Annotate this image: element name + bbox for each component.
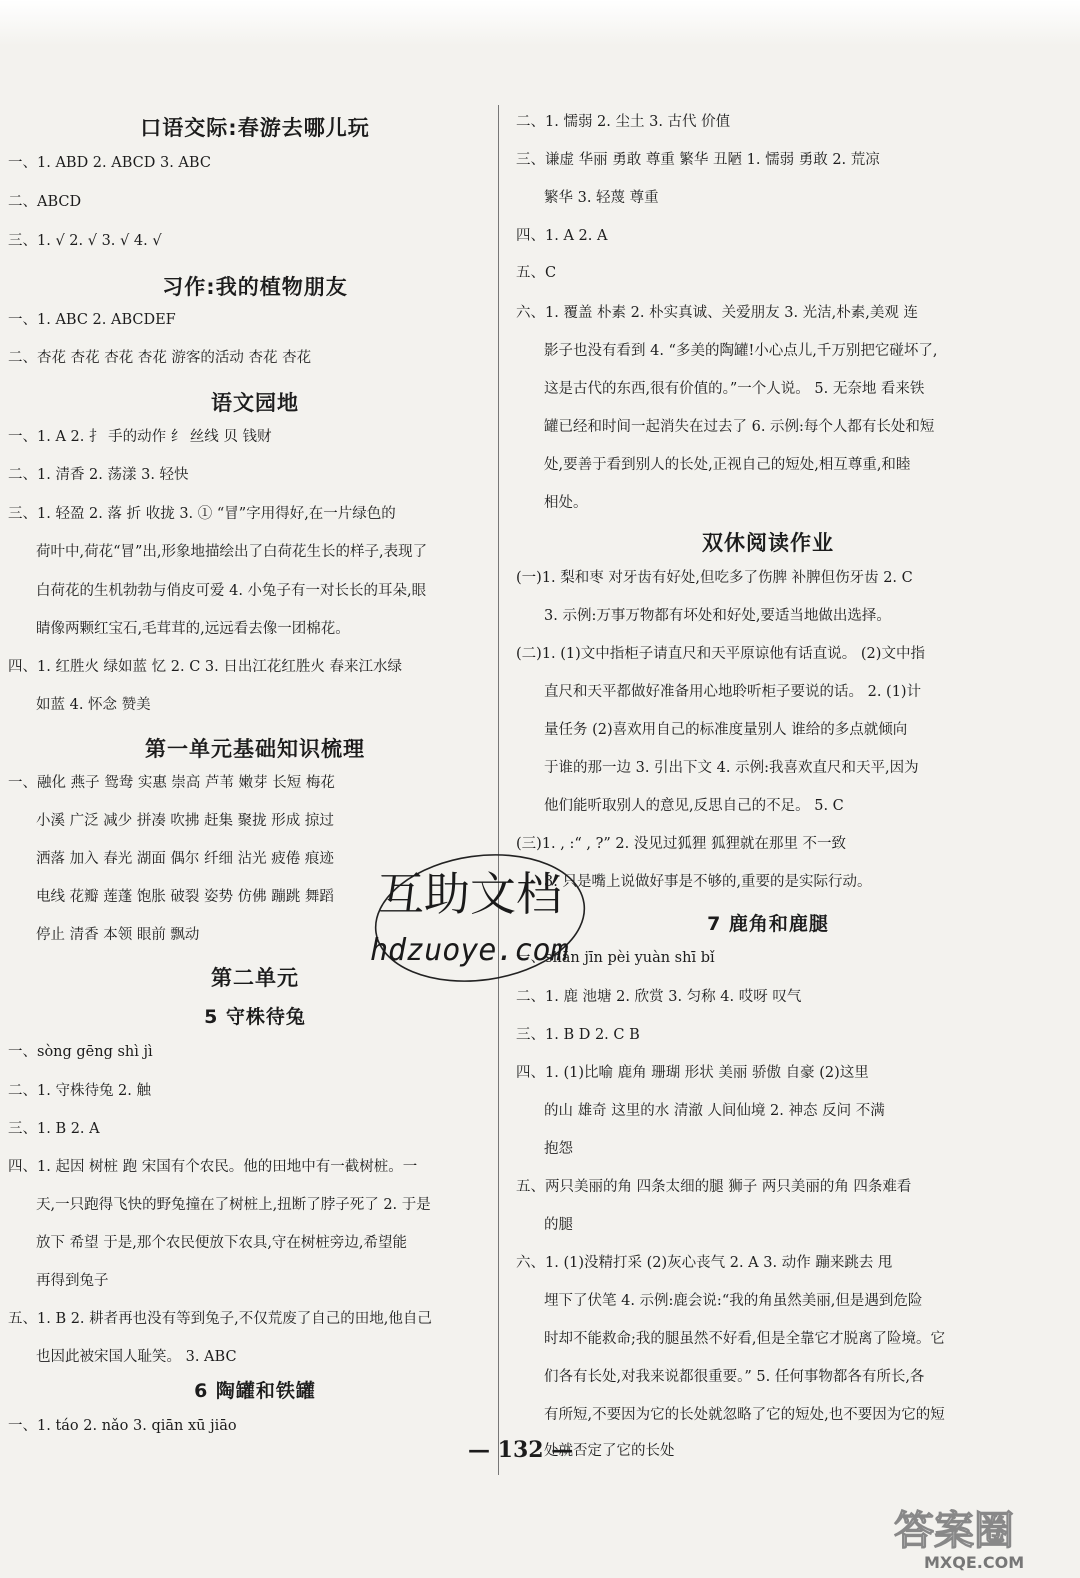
answer-line: 三、1. B 2. A (8, 1121, 100, 1137)
answer-line: 3. 示例:万事万物都有坏处和好处,要适当地做出选择。 (544, 608, 891, 624)
answer-line: 洒落 加入 春光 湖面 偶尔 纤细 沾光 疲倦 痕迹 (36, 851, 334, 867)
answer-line: 天,一只跑得飞快的野兔撞在了树桩上,扭断了脖子死了 2. 于是 (36, 1197, 431, 1213)
answer-line: 他们能听取别人的意见,反思自己的不足。 5. C (544, 798, 844, 814)
answer-line: 的山 雄奇 这里的水 清澈 人间仙境 2. 神态 反问 不满 (544, 1103, 885, 1119)
answer-line: 三、1. √ 2. √ 3. √ 4. √ (8, 233, 162, 249)
answer-line: 一、1. ABD 2. ABCD 3. ABC (8, 155, 211, 171)
answer-line: 三、1. B D 2. C B (516, 1027, 640, 1043)
answer-line: 停止 清香 本领 眼前 飘动 (36, 927, 200, 943)
answer-line: 四、1. A 2. A (516, 228, 608, 244)
watermark-url: hdzuoye.com (370, 933, 569, 968)
watermark-text: 互助文档 (378, 867, 562, 921)
answer-line: 抱怨 (544, 1141, 573, 1157)
answer-line: 直尺和天平都做好准备用心地聆听柜子要说的话。 2. (1)计 (544, 684, 922, 700)
answer-line: 埋下了伏笔 4. 示例:鹿会说:“我的角虽然美丽,但是遇到危险 (544, 1293, 923, 1309)
answer-line: 一、1. táo 2. nǎo 3. qiān xū jiāo (8, 1418, 237, 1434)
section-title: 口语交际:春游去哪儿玩 (140, 116, 370, 140)
column-divider (498, 105, 499, 1475)
lesson-title: 7 鹿角和鹿腿 (707, 913, 829, 935)
answer-line: 一、融化 燕子 鸳鸯 实惠 崇高 芦苇 嫩芽 长短 梅花 (8, 775, 335, 791)
answer-line: 这是古代的东西,很有价值的。”一个人说。 5. 无奈地 看来铁 (544, 381, 925, 397)
answer-line: 量任务 (2)喜欢用自己的标准度量别人 谁给的多点就倾向 (544, 722, 908, 738)
section-title: 第一单元基础知识梳理 (145, 737, 365, 761)
answer-line: 六、1. 覆盖 朴素 2. 朴实真诚、关爱朋友 3. 光洁,朴素,美观 连 (516, 305, 918, 321)
answer-line: 也因此被宋国人耻笑。 3. ABC (36, 1349, 237, 1365)
section-title: 语文园地 (211, 391, 299, 415)
page-number: — 132 — (468, 1437, 574, 1463)
answer-line: 一、1. ABC 2. ABCDEF (8, 312, 176, 328)
answer-line: 五、C (516, 265, 557, 281)
answer-line: 二、1. 清香 2. 荡漾 3. 轻快 (8, 467, 189, 483)
answer-line: 的腿 (544, 1217, 573, 1233)
answer-line: 小溪 广泛 减少 拼凑 吹拂 赶集 聚拢 形成 掠过 (36, 813, 334, 829)
answer-line: 二、1. 鹿 池塘 2. 欣赏 3. 匀称 4. 哎呀 叹气 (516, 989, 802, 1005)
answer-line: 六、1. (1)没精打采 (2)灰心丧气 2. A 3. 动作 蹦来跳去 甩 (516, 1255, 893, 1271)
answer-line: 三、1. 轻盈 2. 落 折 收拢 3. ① “冒”字用得好,在一片绿色的 (8, 506, 396, 522)
answer-line: 四、1. (1)比喻 鹿角 珊瑚 形状 美丽 骄傲 自豪 (2)这里 (516, 1065, 869, 1081)
answer-line: 一、1. A 2. 扌 手的动作 纟 丝线 贝 钱财 (8, 429, 272, 445)
answer-line: 处,要善于看到别人的长处,正视自己的短处,相互尊重,和睦 (544, 457, 911, 473)
section-title: 习作:我的植物朋友 (162, 275, 348, 299)
answer-line: 影子也没有看到 4. “多美的陶罐!小心点儿,千万别把它碰坏了, (544, 343, 938, 359)
answer-line: 处就否定了它的长处 (544, 1443, 675, 1459)
answer-line: 3. 只是嘴上说做好事是不够的,重要的是实际行动。 (544, 874, 872, 890)
section-title: 双休阅读作业 (702, 531, 834, 555)
answer-line: 们各有长处,对我来说都很重要。” 5. 任何事物都各有所长,各 (544, 1369, 925, 1385)
answer-line: 白荷花的生机勃勃与俏皮可爱 4. 小兔子有一对长长的耳朵,眼 (36, 583, 427, 599)
answer-line: 罐已经和时间一起消失在过去了 6. 示例:每个人都有长处和短 (544, 419, 935, 435)
answer-line: 五、1. B 2. 耕者再也没有等到兔子,不仅荒废了自己的田地,他自己 (8, 1311, 432, 1327)
answer-line: 有所短,不要因为它的长处就忽略了它的短处,也不要因为它的短 (544, 1407, 945, 1423)
logo-url: MXQE.COM (924, 1553, 1025, 1572)
answer-circle-logo (884, 1500, 1074, 1572)
answer-line: 三、谦虚 华丽 勇敢 尊重 繁华 丑陋 1. 懦弱 勇敢 2. 荒凉 (516, 152, 880, 168)
answer-line: 荷叶中,荷花“冒”出,形象地描绘出了白荷花生长的样子,表现了 (36, 544, 428, 560)
page-top-edge (0, 0, 1080, 46)
answer-line: 一、sòng gēng shì jì (8, 1044, 153, 1060)
answer-line: 睛像两颗红宝石,毛茸茸的,远远看去像一团棉花。 (36, 621, 350, 637)
answer-line: 一、shān jīn pèi yuàn shī bǐ (516, 950, 715, 966)
answer-line: (二)1. (1)文中指柜子请直尺和天平原谅他有话直说。 (2)文中指 (516, 646, 925, 662)
answer-line: 二、1. 懦弱 2. 尘土 3. 古代 价值 (516, 114, 731, 130)
answer-line: (一)1. 梨和枣 对牙齿有好处,但吃多了伤脾 补脾但伤牙齿 2. C (516, 570, 913, 586)
answer-line: 二、ABCD (8, 194, 82, 210)
answer-line: 二、1. 守株待兔 2. 触 (8, 1083, 151, 1099)
answer-line: 五、两只美丽的角 四条太细的腿 狮子 两只美丽的角 四条难看 (516, 1179, 912, 1195)
answer-line: 电线 花瓣 莲蓬 饱胀 破裂 姿势 仿佛 蹦跳 舞蹈 (36, 889, 334, 905)
answer-line: 时却不能救命;我的腿虽然不好看,但是全靠它才脱离了险境。它 (544, 1331, 945, 1347)
lesson-title: 5 守株待兔 (204, 1006, 306, 1028)
lesson-title: 6 陶罐和铁罐 (194, 1380, 316, 1402)
logo-text: 答案圈 (894, 1508, 1014, 1554)
answer-line: 相处。 (544, 495, 588, 511)
answer-line: (三)1. , :“ , ?” 2. 没见过狐狸 狐狸就在那里 不一致 (516, 836, 847, 852)
answer-line: 于谁的那一边 3. 引出下文 4. 示例:我喜欢直尺和天平,因为 (544, 760, 919, 776)
answer-line: 再得到兔子 (36, 1273, 109, 1289)
answer-line: 放下 希望 于是,那个农民便放下农具,守在树桩旁边,希望能 (36, 1235, 408, 1251)
answer-line: 如蓝 4. 怀念 赞美 (36, 697, 151, 713)
answer-line: 四、1. 起因 树桩 跑 宋国有个农民。他的田地中有一截树桩。一 (8, 1159, 418, 1175)
answer-line: 繁华 3. 轻蔑 尊重 (544, 190, 659, 206)
answer-line: 二、杏花 杏花 杏花 杏花 游客的活动 杏花 杏花 (8, 350, 312, 366)
unit-title: 第二单元 (211, 966, 299, 990)
answer-line: 四、1. 红胜火 绿如蓝 忆 2. C 3. 日出江花红胜火 春来江水绿 (8, 659, 402, 675)
